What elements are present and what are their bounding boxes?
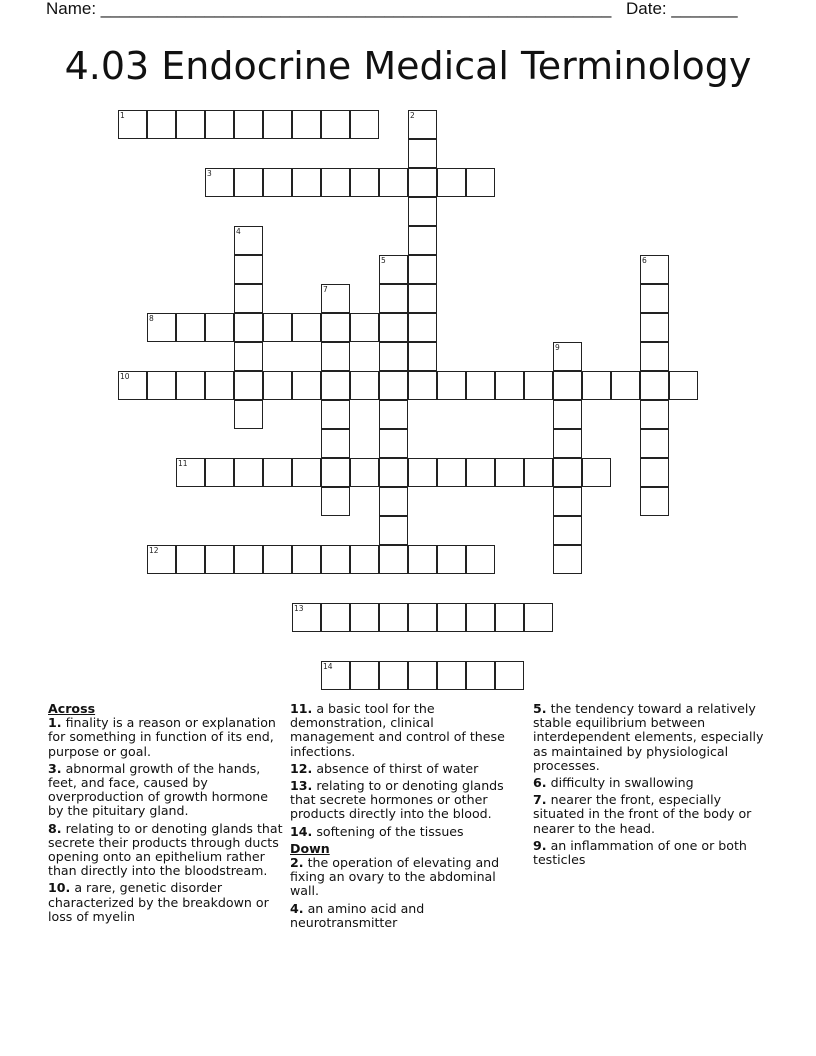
crossword-cell[interactable] [234,313,263,342]
clue-number: 10 [120,372,130,381]
crossword-cell[interactable] [640,284,669,313]
crossword-cell[interactable] [437,661,466,690]
crossword-cell[interactable] [234,110,263,139]
crossword-cell[interactable] [234,458,263,487]
clue-across-1: 1. finality is a reason or explanation for something in function of its end, purpose or goal. [48,715,276,759]
crossword-cell[interactable] [553,516,582,545]
crossword-cell[interactable] [495,661,524,690]
crossword-cell[interactable] [205,313,234,342]
crossword-cell[interactable] [379,284,408,313]
clue-number: 13 [294,604,304,613]
crossword-cell[interactable] [379,516,408,545]
crossword-cell[interactable] [147,110,176,139]
crossword-cell[interactable] [321,110,350,139]
clue-down-6: 6. difficulty in swallowing [533,775,694,791]
clue-number: 6 [642,256,647,265]
crossword-cell[interactable] [379,371,408,400]
crossword-cell[interactable] [640,313,669,342]
crossword-cell[interactable] [350,168,379,197]
crossword-cell[interactable] [350,371,379,400]
crossword-cell[interactable] [611,371,640,400]
crossword-cell[interactable] [553,371,582,400]
crossword-cell[interactable] [640,458,669,487]
crossword-cell[interactable] [263,313,292,342]
crossword-cell[interactable] [640,400,669,429]
clue-down-5: 5. the tendency toward a relatively stable equilibrium between interdependent elements, especially as maintained by physiological processes. [533,701,764,773]
crossword-cell[interactable] [292,110,321,139]
crossword-cell[interactable] [350,545,379,574]
clue-down-9: 9. an inflammation of one or both testicles [533,837,747,868]
clue-down-2: 2. the operation of elevating and fixing an ovary to the abdominal wall. [290,855,500,899]
crossword-cell[interactable] [263,458,292,487]
crossword-cell[interactable] [553,342,582,371]
crossword-cell[interactable] [379,342,408,371]
crossword-cell[interactable] [350,313,379,342]
clue-across-13: 13. relating to or denoting glands that secrete hormones or other products directly into the blood. [290,778,504,822]
crossword-cell[interactable] [408,371,437,400]
crossword-cell[interactable] [408,226,437,255]
crossword-cell[interactable] [466,545,495,574]
crossword-cell[interactable] [582,371,611,400]
crossword-cell[interactable] [524,603,553,632]
crossword-cell[interactable] [379,458,408,487]
crossword-cell[interactable] [205,545,234,574]
clue-across-8: 8. relating to or denoting glands that secrete their products through ducts opening onto an epithelium rather than directly into the bloodstream. [48,820,283,879]
crossword-cell[interactable] [292,458,321,487]
crossword-cell[interactable] [408,603,437,632]
crossword-cell[interactable] [553,458,582,487]
crossword-cell[interactable] [321,545,350,574]
crossword-cell[interactable] [176,371,205,400]
crossword-cell[interactable] [640,255,669,284]
crossword-cell[interactable] [321,400,350,429]
crossword-cell[interactable] [669,371,698,400]
down-heading: Down [290,840,330,856]
crossword-cell[interactable] [176,313,205,342]
crossword-cell[interactable] [176,110,205,139]
crossword-cell[interactable] [234,545,263,574]
clue-number: 12 [149,546,159,555]
crossword-cell[interactable] [640,371,669,400]
crossword-cell[interactable] [408,284,437,313]
crossword-cell[interactable] [495,603,524,632]
crossword-cell[interactable] [408,139,437,168]
crossword-cell[interactable] [408,110,437,139]
crossword-cell[interactable] [437,458,466,487]
crossword-cell[interactable] [234,342,263,371]
crossword-cell[interactable] [350,110,379,139]
crossword-cell[interactable] [640,429,669,458]
crossword-cell[interactable] [495,371,524,400]
page-title: 4.03 Endocrine Medical Terminology [64,44,752,88]
crossword-cell[interactable] [205,458,234,487]
crossword-cell[interactable] [408,458,437,487]
clue-number: 5 [381,256,386,265]
crossword-cell[interactable] [350,661,379,690]
crossword-cell[interactable] [321,487,350,516]
crossword-cell[interactable] [321,661,350,690]
crossword-cell[interactable] [147,371,176,400]
crossword-cell[interactable] [379,603,408,632]
crossword-cell[interactable] [437,545,466,574]
date-field-label[interactable]: Date: _______ [626,0,738,18]
crossword-cell[interactable] [379,400,408,429]
crossword-cell[interactable] [524,458,553,487]
crossword-cell[interactable] [466,458,495,487]
crossword-cell[interactable] [205,168,234,197]
clue-number: 14 [323,662,333,671]
clues-column-2 [290,702,518,933]
crossword-cell[interactable] [582,458,611,487]
crossword-cell[interactable] [379,429,408,458]
clue-number: 4 [236,227,241,236]
crossword-cell[interactable] [466,661,495,690]
crossword-cell[interactable] [205,110,234,139]
clues-column-3 [533,702,769,870]
crossword-cell[interactable] [408,168,437,197]
crossword-cell[interactable] [321,603,350,632]
crossword-cell[interactable] [321,342,350,371]
crossword-cell[interactable] [263,110,292,139]
crossword-cell[interactable] [466,603,495,632]
crossword-cell[interactable] [553,545,582,574]
crossword-cell[interactable] [176,458,205,487]
crossword-cell[interactable] [234,226,263,255]
crossword-cell[interactable] [379,168,408,197]
crossword-cell[interactable] [408,661,437,690]
crossword-cell[interactable] [292,371,321,400]
crossword-cell[interactable] [234,284,263,313]
crossword-cell[interactable] [408,313,437,342]
clue-number: 3 [207,169,212,178]
clue-down-7: 7. nearer the front, especially situated in the front of the body or nearer to the head. [533,792,752,836]
crossword-cell[interactable] [321,458,350,487]
crossword-cell[interactable] [292,603,321,632]
crossword-cell[interactable] [437,603,466,632]
crossword-cell[interactable] [118,110,147,139]
clue-across-14: 14. softening of the tissues [290,823,464,839]
clue-number: 9 [555,343,560,352]
crossword-cell[interactable] [321,371,350,400]
crossword-cell[interactable] [553,487,582,516]
crossword-cell[interactable] [640,342,669,371]
crossword-cell[interactable] [408,255,437,284]
crossword-cell[interactable] [437,168,466,197]
crossword-cell[interactable] [379,487,408,516]
crossword-cell[interactable] [321,168,350,197]
clues-column-1 [48,702,284,927]
crossword-cell[interactable] [379,313,408,342]
clue-number: 8 [149,314,154,323]
crossword-cell[interactable] [147,313,176,342]
crossword-cell[interactable] [263,371,292,400]
crossword-cell[interactable] [263,545,292,574]
crossword-cell[interactable] [466,371,495,400]
crossword-cell[interactable] [640,487,669,516]
clue-across-12: 12. absence of thirst of water [290,760,479,776]
clue-number: 1 [120,111,125,120]
crossword-cell[interactable] [553,400,582,429]
crossword-cell[interactable] [263,168,292,197]
crossword-cell[interactable] [466,168,495,197]
crossword-cell[interactable] [118,371,147,400]
crossword-cell[interactable] [350,603,379,632]
crossword-cell[interactable] [350,458,379,487]
clue-number: 2 [410,111,415,120]
clue-number: 7 [323,285,328,294]
crossword-cell[interactable] [205,371,234,400]
clue-across-10: 10. a rare, genetic disorder characterized by the breakdown or loss of myelin [48,880,269,924]
clue-number: 11 [178,459,188,468]
clue-across-11: 11. a basic tool for the demonstration, clinical management and control of these infections. [290,701,505,759]
crossword-cell[interactable] [234,255,263,284]
crossword-cell[interactable] [524,371,553,400]
crossword-cell[interactable] [408,342,437,371]
crossword-cell[interactable] [321,284,350,313]
across-heading: Across [48,701,96,716]
crossword-cell[interactable] [176,545,205,574]
crossword-cell[interactable] [379,661,408,690]
crossword-cell[interactable] [234,168,263,197]
crossword-cell[interactable] [292,545,321,574]
clue-down-4: 4. an amino acid and neurotransmitter [290,900,425,930]
crossword-cell[interactable] [408,545,437,574]
crossword-cell[interactable] [379,255,408,284]
clue-across-3: 3. abnormal growth of the hands, feet, and face, caused by overproduction of growth hormone by the pituitary gland. [48,760,269,819]
crossword-cell[interactable] [147,545,176,574]
crossword-cell[interactable] [234,400,263,429]
crossword-cell[interactable] [553,429,582,458]
name-field-label[interactable]: Name: ______________________________________________________ [46,0,612,18]
crossword-cell[interactable] [292,313,321,342]
crossword-cell[interactable] [321,313,350,342]
crossword-cell[interactable] [379,545,408,574]
crossword-cell[interactable] [234,371,263,400]
crossword-cell[interactable] [437,371,466,400]
crossword-cell[interactable] [292,168,321,197]
crossword-cell[interactable] [495,458,524,487]
crossword-cell[interactable] [321,429,350,458]
crossword-cell[interactable] [408,197,437,226]
